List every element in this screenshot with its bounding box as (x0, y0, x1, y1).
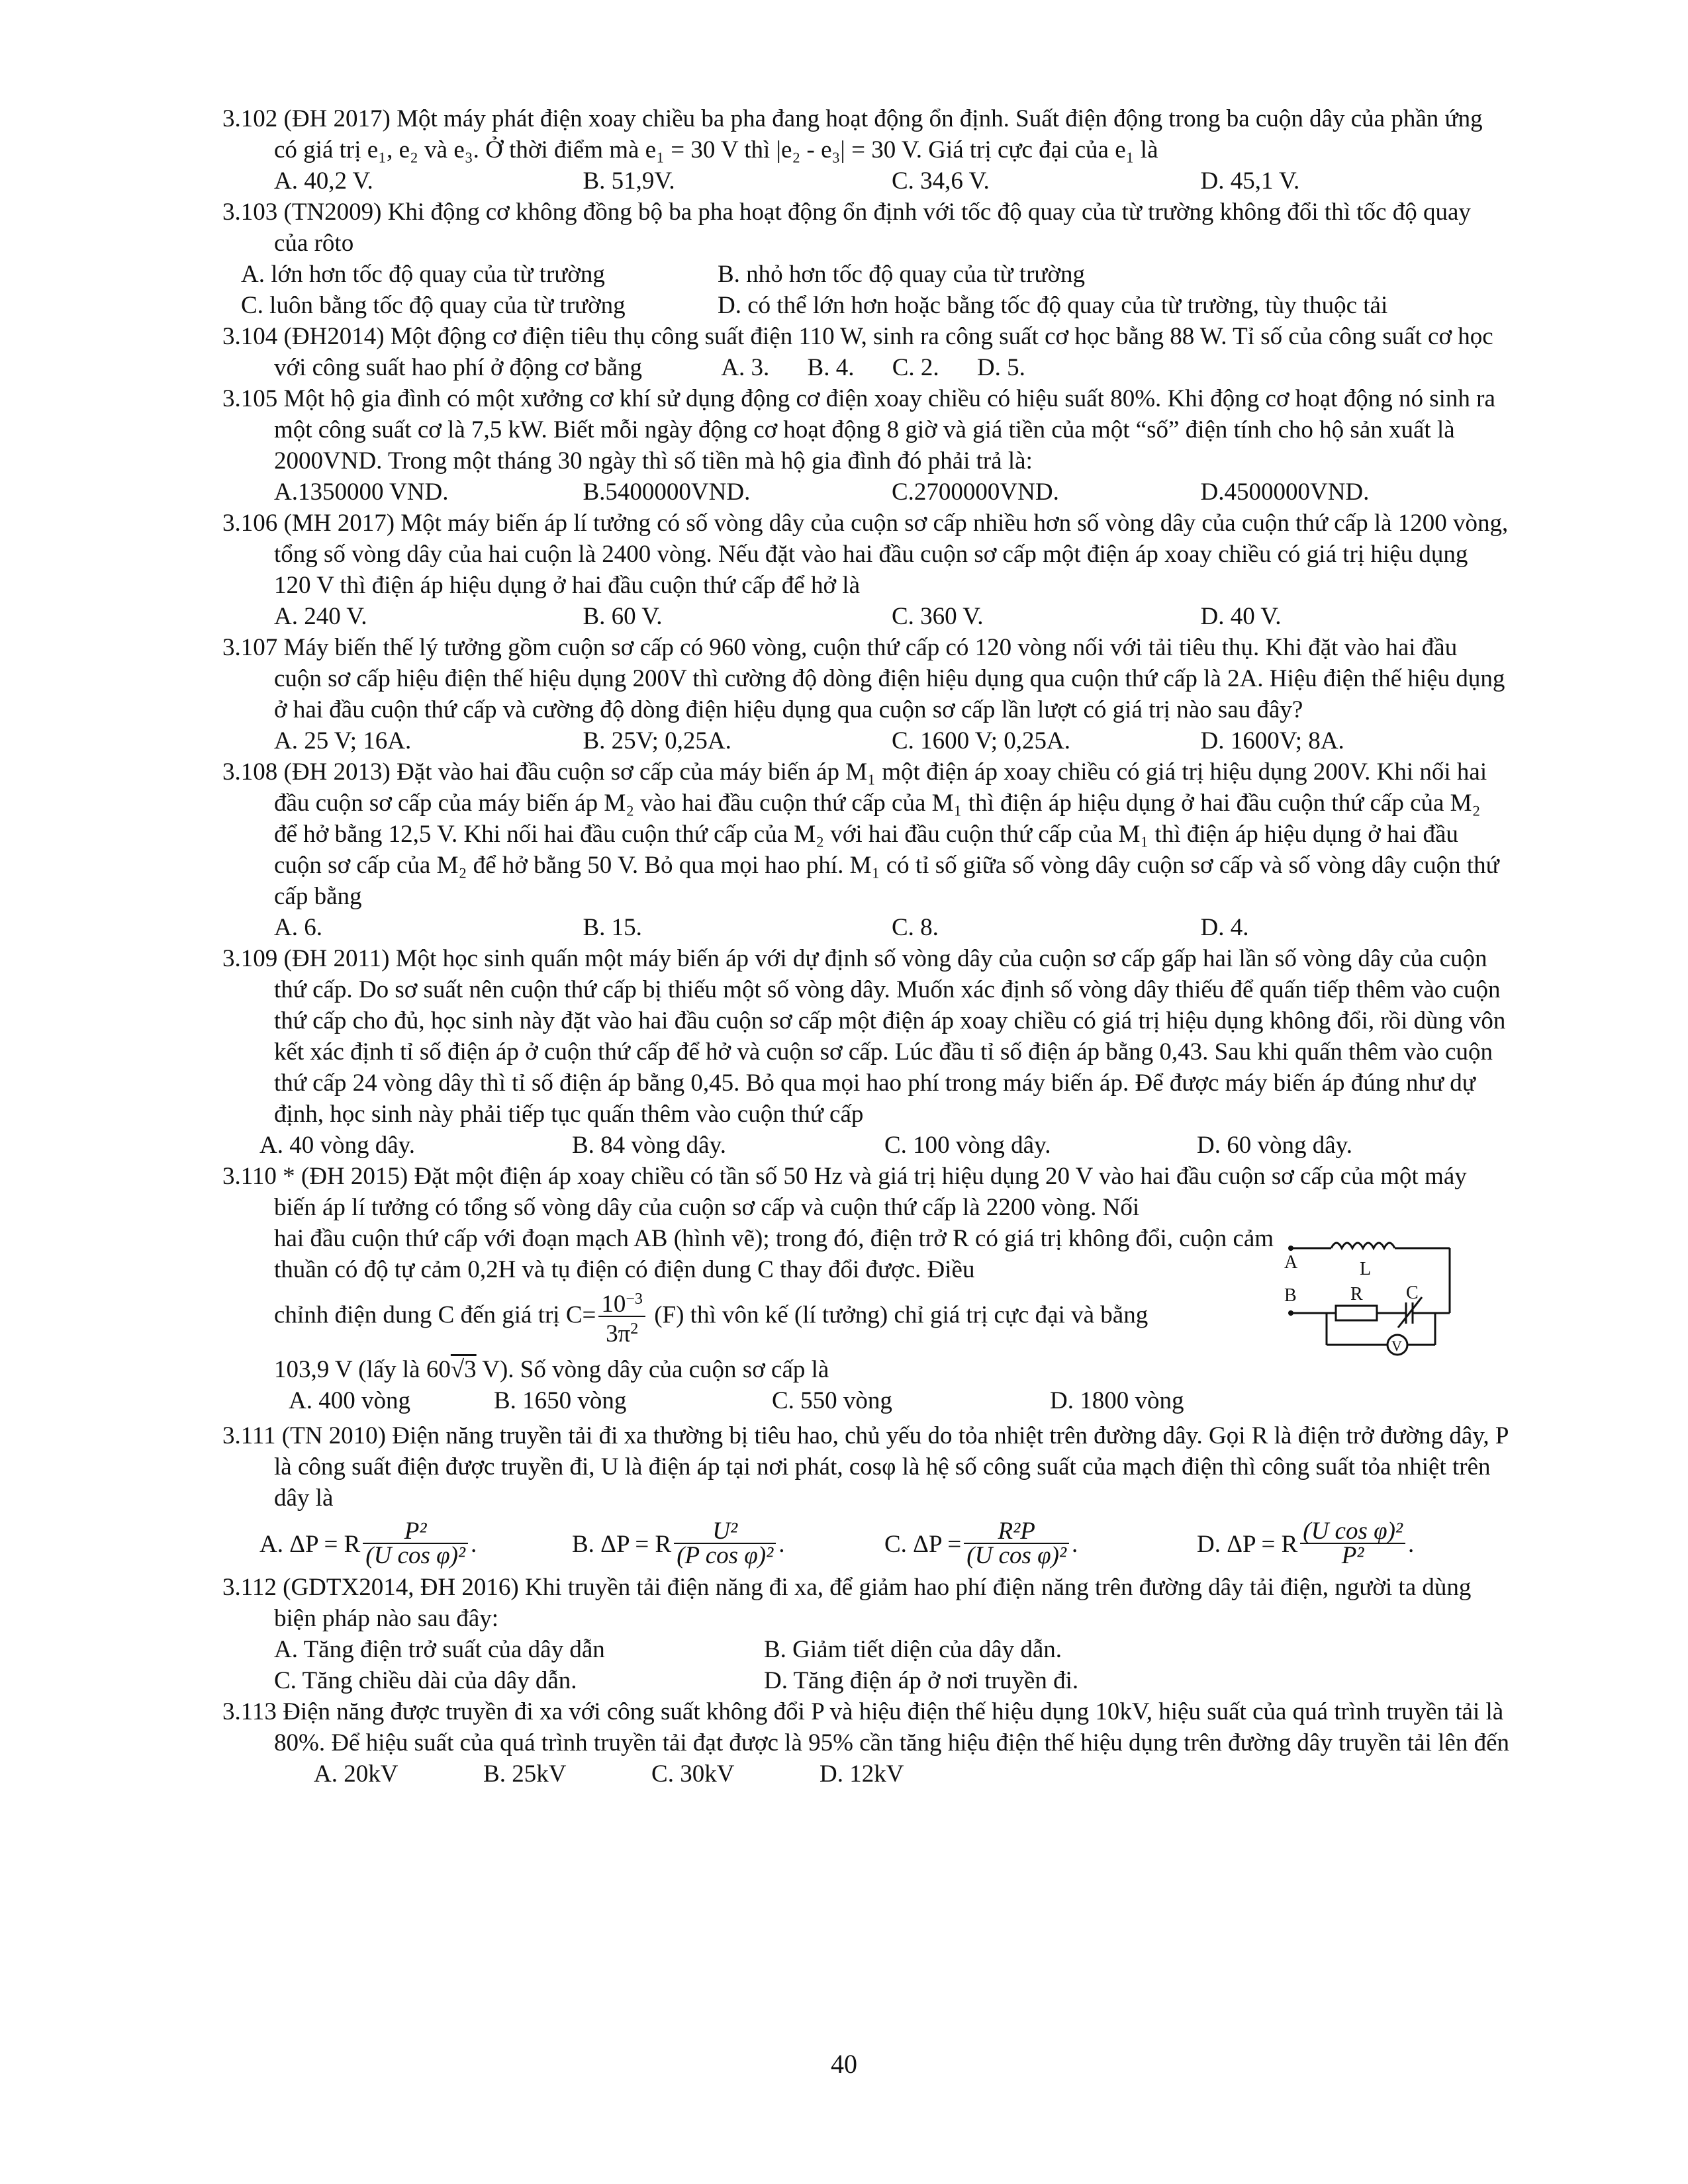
formula-fraction (1300, 1520, 1405, 1568)
answer-options-row-2 (222, 1665, 1509, 1696)
question-3-102 (222, 103, 1509, 197)
option-a: A.1350000 VND. (274, 478, 449, 506)
formula-numerator: (U cos φ)² (1300, 1520, 1405, 1544)
answer-options-row-2 (222, 290, 1509, 321)
answer-options (222, 477, 1509, 508)
capacitance-fraction (598, 1288, 645, 1346)
question-stem: 3.105 Một hộ gia đình có một xưởng cơ khí sử dụng động cơ điện xoay chiều có hiệu suất 80%. Khi động cơ hoạt động nó sinh ra một công suất cơ là 7,5 kW. Biết mỗi ngày động cơ hoạt động 8 giờ và giá tiền của một “số” điện tính cho hộ sản xuất là 2000VND. Trong một tháng 30 ngày thì số tiền mà hộ gia đình đó phải trả là: (222, 385, 1495, 475)
option-b: B. 25kV (483, 1760, 566, 1788)
option-a: A. 20kV (314, 1760, 398, 1788)
formula-denominator: (U cos φ)² (966, 1542, 1067, 1569)
option-b: B. 51,9V. (583, 167, 675, 195)
question-3-113 (222, 1696, 1509, 1790)
formula-denominator: (P cos φ)² (677, 1542, 774, 1569)
resistor-symbol (1336, 1306, 1377, 1320)
question-3-111 (222, 1420, 1509, 1568)
option-c: C. 100 vòng dây. (884, 1132, 1051, 1159)
formula-option-c: C. ΔP = $\frac{\text{R²P}}{\text{(U cos φ)²}}$ . (884, 1518, 1078, 1569)
option-c: C. 360 V. (892, 603, 984, 630)
option-d: D. 12kV (820, 1760, 904, 1788)
option-a: A. 6. (274, 914, 322, 941)
label-l: L (1360, 1259, 1372, 1279)
numerator-exponent: −3 (626, 1291, 643, 1308)
capacitance-line (222, 1288, 1293, 1346)
voltage-line (222, 1354, 1293, 1385)
formula-fraction (363, 1520, 468, 1568)
question-3-108 (222, 756, 1509, 943)
option-a: A. 25 V; 16A. (274, 727, 412, 754)
label-r: R (1350, 1284, 1363, 1304)
formula-option-a: A. ΔP = R $\frac{\text{P²}}{\text{(U cos φ)²}}$ . (259, 1518, 477, 1569)
numerator-base: 10 (601, 1291, 626, 1318)
question-stem: 3.102 (ĐH 2017) Một máy phát điện xoay chiều ba pha đang hoạt động ổn định. Suất điện động trong ba cuộn dây của phần ứng có giá trị e₁, e₂ và e₃. Ở thời điểm mà e₁ = 30 V thì |e₂ - e₃| = 30 V. Giá trị cực đại của e₁ là (222, 105, 1483, 163)
label-b: B (1284, 1285, 1297, 1306)
formula-option-b: B. ΔP = R $\frac{\text{U²}}{\text{(P cos φ)²}}$ . (572, 1518, 785, 1569)
question-stem: 3.108 (ĐH 2013) Đặt vào hai đầu cuộn sơ cấp của máy biến áp M₁ một điện áp xoay chiều có giá trị hiệu dụng 200V. Khi nối hai đầu cuộn sơ cấp của máy biến áp M₂ vào hai đầu cuộn thứ cấp của M₁ thì điện áp hiệu dụng ở hai đầu cuộn thứ cấp của M₂ để hở bằng 12,5 V. Khi nối hai đầu cuộn thứ cấp của M₂ với hai đầu cuộn thứ cấp của M₁ thì điện áp hiệu dụng ở hai đầu cuộn sơ cấp của M₂ để hở bằng 50 V. Bỏ qua mọi hao phí. M₁ có tỉ số giữa số vòng dây cuộn sơ cấp và số vòng dây cuộn thứ cấp bằng (222, 758, 1499, 910)
circuit-diagram (1282, 1227, 1480, 1366)
label-a: A (1284, 1252, 1298, 1273)
option-a: A. 40,2 V. (274, 167, 373, 195)
page-number: 40 (831, 2049, 857, 2079)
formula-numerator: R²P (964, 1520, 1069, 1544)
voltage-text: 103,9 V (lấy là 60 (274, 1356, 451, 1383)
answer-options (222, 1385, 1509, 1416)
sqrt-three: √3 (450, 1356, 477, 1383)
formula-fraction (674, 1520, 776, 1568)
fraction-denominator (598, 1317, 645, 1346)
question-3-106 (222, 508, 1509, 632)
formula-denominator: P² (1341, 1542, 1364, 1569)
option-d: D. Tăng điện áp ở nơi truyền đi. (764, 1667, 1079, 1694)
question-stem: 3.110 * (ĐH 2015) Đặt một điện áp xoay chiều có tần số 50 Hz và giá trị hiệu dụng 20 V vào hai đầu cuộn sơ cấp của một máy biến áp lí tưởng có tổng số vòng dây của cuộn sơ cấp và cuộn thứ cấp là 2200 vòng. Nối (222, 1163, 1467, 1221)
option-c: C. luôn bằng tốc độ quay của từ trường (241, 292, 626, 319)
answer-options (222, 165, 1509, 197)
option-a: A. lớn hơn tốc độ quay của từ trường (241, 261, 605, 288)
option-d: D. 1600V; 8A. (1200, 727, 1344, 754)
option-b: B. Giảm tiết diện của dây dẫn. (764, 1636, 1062, 1663)
answer-options (648, 354, 1025, 381)
option-d: D.4500000VND. (1200, 478, 1370, 506)
question-stem: 3.109 (ĐH 2011) Một học sinh quấn một máy biến áp với dự định số vòng dây của cuộn sơ cấp gấp hai lần số vòng dây của cuộn thứ cấp. Do sơ suất nên cuộn thứ cấp bị thiếu một số vòng dây. Muốn xác định số vòng dây thiếu để quấn tiếp thêm vào cuộn thứ cấp cho đủ, học sinh này đặt vào hai đầu cuộn sơ cấp một điện áp xoay chiều có giá trị hiệu dụng không đổi, rồi dùng vôn kết xác định tỉ số điện áp ở cuộn thứ cấp để hở và cuộn sơ cấp. Lúc đầu tỉ số điện áp bằng 0,43. Sau khi quấn thêm vào cuộn thứ cấp 24 vòng dây thì tỉ số điện áp bằng 0,45. Bỏ qua mọi hao phí trong máy biến áp. Để được máy biến áp đúng như dự định, học sinh này phải tiếp tục quấn thêm vào cuộn thứ cấp (222, 945, 1506, 1128)
question-3-112 (222, 1572, 1509, 1696)
option-c: C. 30kV (651, 1760, 734, 1788)
option-a: A. 3. (721, 354, 770, 381)
capacitance-text-post: (F) thì vôn kế (lí tưởng) chỉ giá trị cực đại và bằng (647, 1301, 1149, 1329)
label-c: C (1406, 1283, 1419, 1303)
option-d: D. 4. (1200, 914, 1249, 941)
question-stem: 3.112 (GDTX2014, ĐH 2016) Khi truyền tải điện năng đi xa, để giảm hao phí điện năng trên đường dây tải điện, người ta dùng biện pháp nào sau đây: (222, 1574, 1472, 1632)
question-3-109 (222, 943, 1509, 1161)
answer-options (222, 1130, 1509, 1161)
fraction-numerator (598, 1288, 645, 1317)
question-3-105 (222, 383, 1509, 508)
option-c: C. 8. (892, 914, 939, 941)
option-a: A. 240 V. (274, 603, 367, 630)
option-b: B.5400000VND. (583, 478, 751, 506)
denominator-exponent: 2 (630, 1320, 639, 1338)
question-stem (222, 321, 1509, 383)
answer-options-row-1 (222, 259, 1509, 290)
question-stem: 3.106 (MH 2017) Một máy biến áp lí tưởng có số vòng dây của cuộn sơ cấp nhiều hơn số vòng dây của cuộn thứ cấp là 1200 vòng, tổng số vòng dây của hai cuộn là 2400 vòng. Nếu đặt vào hai đầu cuộn sơ cấp một điện áp xoay chiều có giá trị hiệu dụng 120 V thì điện áp hiệu dụng ở hai đầu cuộn thứ cấp để hở là (222, 510, 1509, 599)
option-d: D. 60 vòng dây. (1197, 1132, 1352, 1159)
option-d: D. 1800 vòng (1050, 1387, 1184, 1414)
option-c: C.2700000VND. (892, 478, 1059, 506)
option-d: D. 5. (976, 354, 1025, 381)
option-d: D. 45,1 V. (1200, 167, 1300, 195)
option-a: A. 400 vòng (289, 1387, 410, 1414)
option-c: C. Tăng chiều dài của dây dẫn. (274, 1667, 577, 1694)
option-a: A. 40 vòng dây. (259, 1132, 415, 1159)
option-d: D. có thể lớn hơn hoặc bằng tốc độ quay của từ trường, tùy thuộc tải (718, 292, 1388, 319)
option-c: C. 550 vòng (772, 1387, 892, 1414)
formula-label: D. ΔP = R (1197, 1530, 1298, 1558)
inductor-coil (1331, 1243, 1395, 1248)
formula-option-d: D. ΔP = R $\frac{\text{(U cos φ)²}}{\text{P²}}$ . (1197, 1518, 1415, 1569)
formula-label: C. ΔP = (884, 1530, 962, 1558)
question-3-107 (222, 632, 1509, 756)
question-3-110 (222, 1161, 1509, 1416)
question-text: 3.104 (ĐH2014) Một động cơ điện tiêu thụ công suất điện 110 W, sinh ra công suất cơ học bằng 88 W. Tỉ số của công suất cơ học với công suất hao phí ở động cơ bằng (222, 323, 1493, 381)
answer-options (222, 912, 1509, 943)
capacitance-text: chỉnh điện dung C đến giá trị C= (274, 1301, 596, 1329)
option-b: B. 1650 vòng (494, 1387, 627, 1414)
voltage-text-post: V). Số vòng dây của cuộn sơ cấp là (476, 1356, 829, 1383)
denominator-base: 3π (606, 1320, 631, 1347)
option-b: B. 84 vòng dây. (572, 1132, 726, 1159)
document-page (222, 103, 1509, 1790)
option-d: D. 40 V. (1200, 603, 1282, 630)
answer-options (274, 1760, 904, 1788)
question-3-104 (222, 321, 1509, 383)
answer-options-row-1 (222, 1634, 1509, 1665)
option-a: A. Tăng điện trở suất của dây dẫn (274, 1636, 605, 1663)
question-text: 3.113 Điện năng được truyền đi xa với công suất không đổi P và hiệu điện thế hiệu dụng 10kV, hiệu suất của quá trình truyền tải là 80%. Để hiệu suất của quá trình truyền tải đạt được là 95% cần tăng hiệu điện thế hiệu dụng trên đường dây truyền tải lên đến (222, 1698, 1509, 1756)
option-b: B. 60 V. (583, 603, 663, 630)
option-b: B. 15. (583, 914, 642, 941)
option-c: C. 34,6 V. (892, 167, 990, 195)
question-stem: 3.111 (TN 2010) Điện năng truyền tải đi xa thường bị tiêu hao, chủ yếu do tỏa nhiệt trên đường dây. Gọi R là điện trở đường dây, P là công suất điện được truyền đi, U là điện áp tại nơi phát, cosφ là hệ số công suất của mạch điện thì công suất tỏa nhiệt trên dây là (222, 1422, 1509, 1512)
formula-fraction (964, 1520, 1069, 1568)
option-b: B. 4. (807, 354, 855, 381)
formula-label: B. ΔP = R (572, 1530, 672, 1558)
label-v: V (1391, 1338, 1402, 1354)
option-c: C. 1600 V; 0,25A. (892, 727, 1070, 754)
formula-numerator: U² (674, 1520, 776, 1544)
question-3-103 (222, 197, 1509, 321)
question-stem: 3.107 Máy biến thế lý tưởng gồm cuộn sơ cấp có 960 vòng, cuộn thứ cấp có 120 vòng nối với tải tiêu thụ. Khi đặt vào hai đầu cuộn sơ cấp hiệu điện thế hiệu dụng 200V thì cường độ dòng điện hiệu dụng qua cuộn thứ cấp là 2A. Hiệu điện thế hiệu dụng ở hai đầu cuộn thứ cấp và cường độ dòng điện hiệu dụng qua cuộn sơ cấp lần lượt có giá trị nào sau đây? (222, 634, 1505, 723)
formula-numerator: P² (363, 1520, 468, 1544)
question-stem: 3.103 (TN2009) Khi động cơ không đồng bộ ba pha hoạt động ổn định với tốc độ quay của từ trường không đổi thì tốc độ quay của rôto (222, 199, 1471, 257)
question-stem (222, 1696, 1509, 1790)
formula-label: A. ΔP = R (259, 1530, 361, 1558)
question-stem-continued: hai đầu cuộn thứ cấp với đoạn mạch AB (hình vẽ); trong đó, điện trở R có giá trị không đổi, cuộn cảm thuần có độ tự cảm 0,2H và tụ điện có điện dung C thay đổi được. Điều (274, 1225, 1274, 1283)
answer-options (222, 725, 1509, 756)
answer-options (222, 601, 1509, 632)
formula-denominator: (U cos φ)² (365, 1542, 466, 1569)
option-c: C. 2. (892, 354, 939, 381)
formula-options (222, 1520, 1509, 1568)
option-b: B. nhỏ hơn tốc độ quay của từ trường (718, 261, 1086, 288)
option-b: B. 25V; 0,25A. (583, 727, 731, 754)
